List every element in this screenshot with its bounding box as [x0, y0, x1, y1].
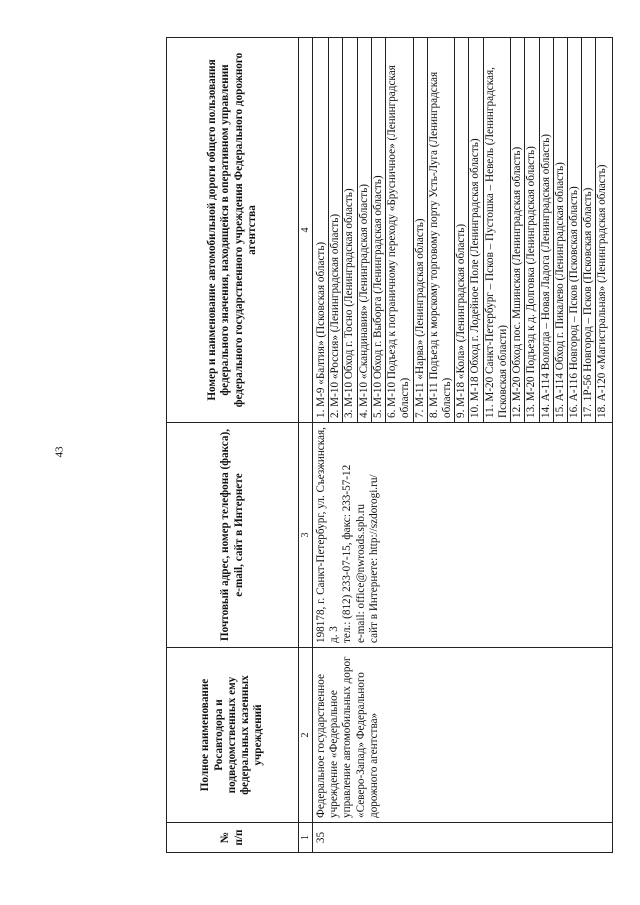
rotated-page — [166, 38, 609, 853]
road-item: 17. 1Р-56 Новгород – Псков (Псковская область) — [582, 38, 596, 422]
email-line: e-mail: office@nwroads.spb.ru — [354, 503, 367, 643]
road-item: 6. М-10 Подъезд к пограничному переходу «Брусничное» (Ленинградская область) — [386, 38, 413, 422]
road-item: 4. М-10 «Скандинавия» (Ленинградская область) — [358, 38, 372, 422]
road-item: 9. М-18 «Кола» (Ленинградская область) — [455, 38, 469, 422]
header-number: № п/п — [167, 823, 299, 853]
road-item: 12. М-20 Обход пос. Мшинская (Ленинградская область) — [511, 38, 525, 422]
road-item: 15. А-114 Обход г. Пикалево (Ленинградская область) — [554, 38, 568, 422]
road-item: 13. М-20 Подъезд к д. Долговка (Ленинградская область) — [525, 38, 539, 422]
road-item: 2. М-10 «Россия» (Ленинградская область) — [329, 38, 343, 422]
column-number: 4 — [299, 38, 313, 423]
column-number: 3 — [299, 423, 313, 648]
road-item: 3. М-10 Обход г. Тосно (Ленинградская область) — [343, 38, 357, 422]
road-item: 7. М-11 «Нарва» (Ленинградская область) — [414, 38, 428, 422]
header-roads: Номер и наименование автомобильной дороги общего пользования федерального значения, находящейся в оперативном управлении федерального государственного учреждения Федерального дорожного агентства — [167, 38, 299, 423]
road-item: 8. М-11 Подъезд к морскому торговому порту Усть-Луга (Ленинградская область) — [428, 38, 455, 422]
header-name: Полное наименование Росавтодора и подведомственных ему федеральных казенных учреждений — [167, 648, 299, 823]
header-address: Почтовый адрес, номер телефона (факса), e-mail, сайт в Интернете — [167, 423, 299, 648]
column-number: 1 — [299, 823, 313, 853]
website-line: сайт в Интернете: http://szdorogi.ru/ — [367, 474, 380, 643]
road-item: 14. А-114 Вологда – Новая Ладога (Ленинградская область) — [540, 38, 554, 422]
phone-line: тел.: (812) 233-07-15, факс: 233-57-12 — [341, 464, 354, 643]
header-row — [167, 38, 299, 853]
column-number: 2 — [299, 648, 313, 823]
organization-name: Федеральное государственное учреждение «Федеральное управление автомобильных дорог «Северо-Запад» Федерального дорожного агентства» — [313, 648, 613, 823]
row-number: 35 — [313, 823, 613, 853]
roads-cell — [313, 38, 613, 423]
page-number: 43 — [53, 446, 66, 458]
road-item: 11. М-20 Санкт-Петербург – Псков – Пустошка – Невель (Ленинградская, Псковская области) — [484, 38, 511, 422]
roads-table — [166, 37, 613, 853]
table-row — [313, 38, 613, 853]
road-item: 5. М-10 Обход г. Выборга (Ленинградская область) — [372, 38, 386, 422]
road-item: 18. А-120 «Магистральная» (Ленинградская область) — [596, 164, 609, 418]
road-item: 1. М-9 «Балтия» (Псковская область) — [315, 38, 329, 422]
road-item: 16. А-116 Новгород – Псков (Псковская область) — [568, 38, 582, 422]
column-number-row — [299, 38, 313, 853]
roads-list — [315, 42, 610, 418]
road-item: 10. М-18 Обход г. Лодейное Поле (Ленинградская область) — [469, 38, 483, 422]
address-cell — [313, 423, 613, 648]
address-line: 198178, г. Санкт-Петербург, ул. Съезжинская, д. 3 — [315, 427, 341, 643]
